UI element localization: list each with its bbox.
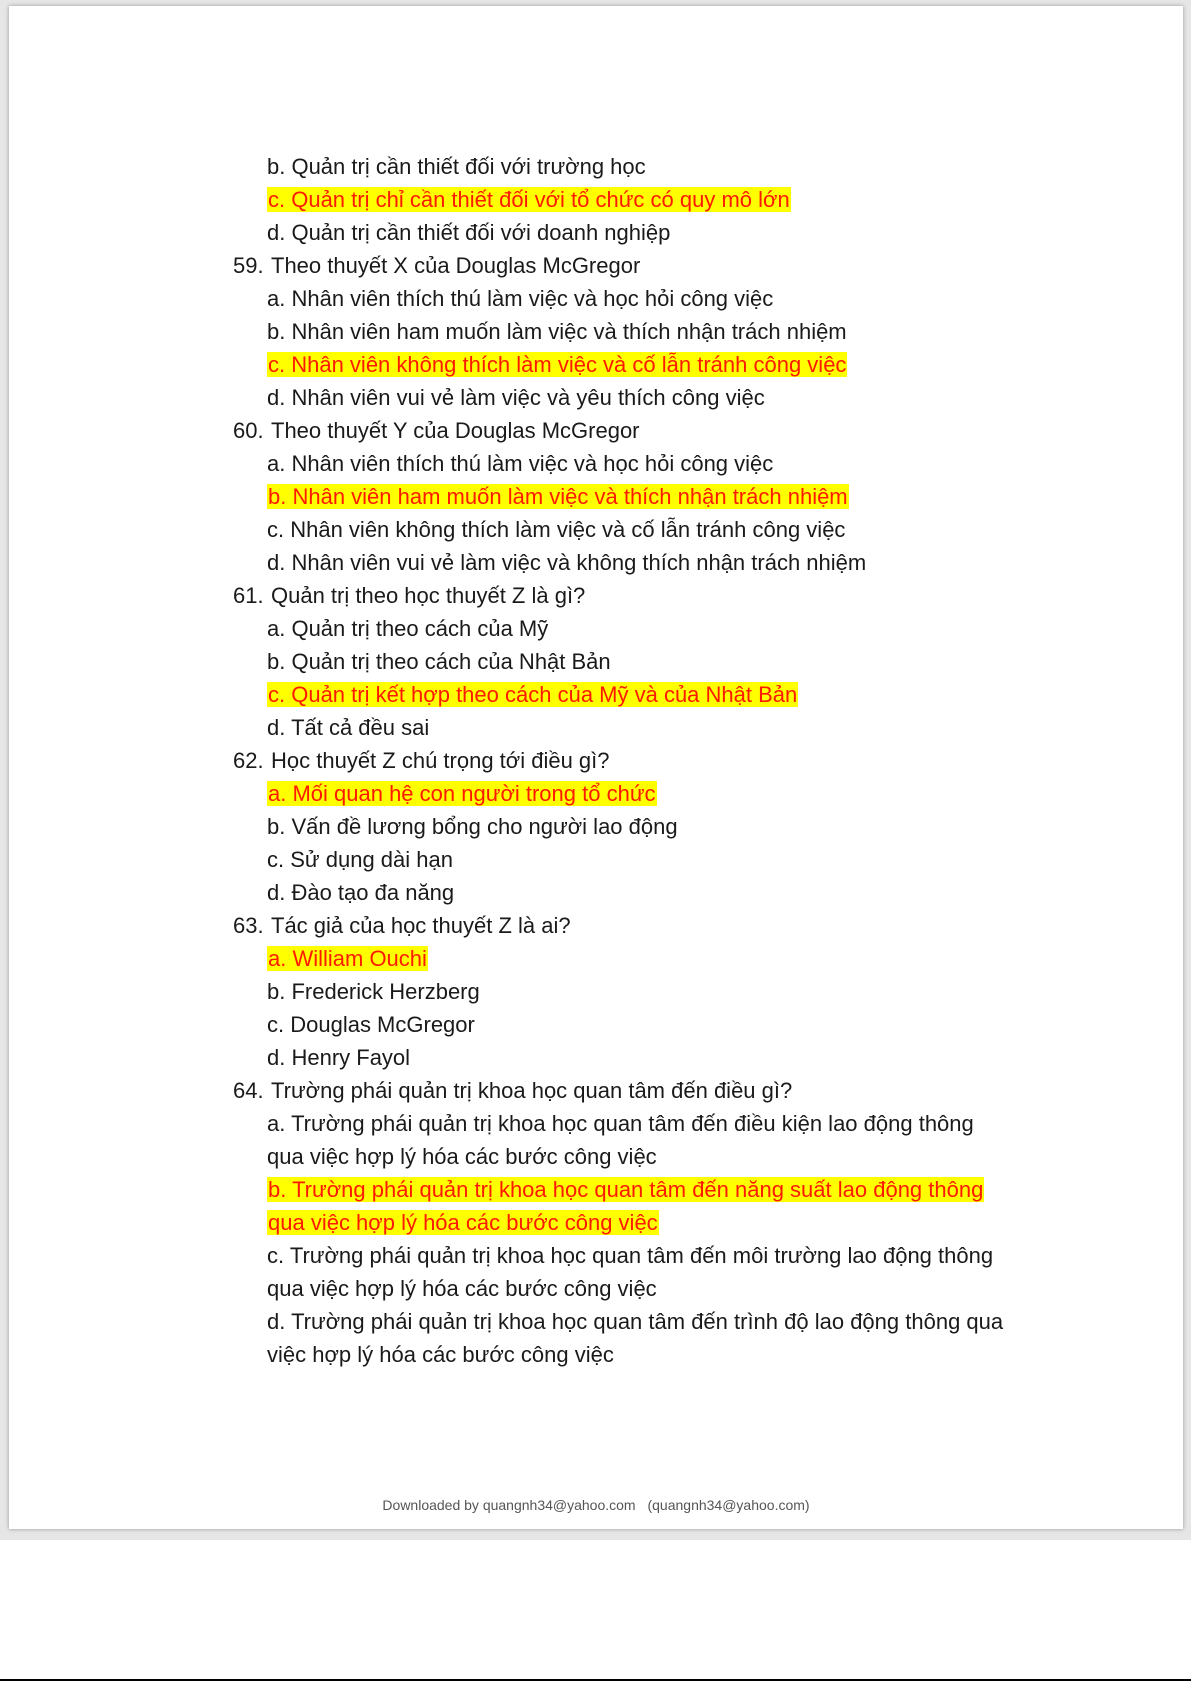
question-59: [9, 249, 1183, 282]
option-text: c. Nhân viên không thích làm việc và cố lẫn tránh công việc: [267, 517, 846, 542]
question-64: [9, 1074, 1183, 1107]
footer-email: (quangnh34@yahoo.com): [647, 1497, 810, 1513]
question-text: Theo thuyết X của Douglas McGregor: [271, 253, 641, 278]
answer-option-highlighted: [9, 183, 1183, 216]
correct-answer-text: c. Quản trị kết hợp theo cách của Mỹ và của Nhật Bản: [268, 682, 798, 707]
option-text: c. Douglas McGregor: [267, 1012, 475, 1037]
answer-option: [9, 1239, 1183, 1272]
answer-option-highlighted: [9, 348, 1183, 381]
question-63: [9, 909, 1183, 942]
option-text: qua việc hợp lý hóa các bước công việc: [267, 1276, 657, 1301]
question-number: 63.: [233, 913, 264, 938]
answer-option-highlighted: [9, 678, 1183, 711]
option-text: d. Trường phái quản trị khoa học quan tâm đến trình độ lao động thông qua: [267, 1309, 1004, 1334]
correct-answer-text: qua việc hợp lý hóa các bước công việc: [268, 1210, 658, 1235]
question-text: Tác giả của học thuyết Z là ai?: [271, 913, 571, 938]
option-text: a. Trường phái quản trị khoa học quan tâm đến điều kiện lao động thông: [267, 1111, 974, 1136]
correct-answer-text: c. Quản trị chỉ cần thiết đối với tổ chức có quy mô lớn: [268, 187, 790, 212]
question-text: Trường phái quản trị khoa học quan tâm đến điều gì?: [271, 1078, 793, 1103]
correct-answer-text: b. Trường phái quản trị khoa học quan tâm đến năng suất lao động thông: [268, 1177, 984, 1202]
page-footer: [9, 1497, 1183, 1513]
answer-option: [9, 711, 1183, 744]
answer-option: [9, 1305, 1183, 1338]
answer-option: [9, 810, 1183, 843]
answer-option-highlighted: [9, 480, 1183, 513]
answer-option: [9, 876, 1183, 909]
question-text: Theo thuyết Y của Douglas McGregor: [271, 418, 640, 443]
question-list: [9, 150, 1183, 1371]
question-text: Học thuyết Z chú trọng tới điều gì?: [271, 748, 610, 773]
answer-option: [9, 1140, 1183, 1173]
option-text: c. Trường phái quản trị khoa học quan tâm đến môi trường lao động thông: [267, 1243, 994, 1268]
answer-option: [9, 315, 1183, 348]
option-text: b. Quản trị theo cách của Nhật Bản: [267, 649, 611, 674]
answer-option: [9, 282, 1183, 315]
answer-option: [9, 1272, 1183, 1305]
option-text: b. Quản trị cần thiết đối với trường học: [267, 154, 646, 179]
answer-option: [9, 216, 1183, 249]
answer-option: [9, 447, 1183, 480]
answer-option: [9, 1008, 1183, 1041]
option-text: b. Frederick Herzberg: [267, 979, 480, 1004]
question-number: 59.: [233, 253, 264, 278]
option-text: d. Đào tạo đa năng: [267, 880, 455, 905]
option-text: a. Nhân viên thích thú làm việc và học hỏi công việc: [267, 286, 774, 311]
answer-option: [9, 975, 1183, 1008]
question-60: [9, 414, 1183, 447]
question-number: 62.: [233, 748, 264, 773]
answer-option: [9, 150, 1183, 183]
answer-option: [9, 612, 1183, 645]
answer-option-highlighted: [9, 777, 1183, 810]
correct-answer-text: a. William Ouchi: [268, 946, 427, 971]
correct-answer-text: b. Nhân viên ham muốn làm việc và thích nhận trách nhiệm: [268, 484, 848, 509]
option-text: c. Sử dụng dài hạn: [267, 847, 453, 872]
answer-option: [9, 1107, 1183, 1140]
question-text: Quản trị theo học thuyết Z là gì?: [271, 583, 586, 608]
option-text: qua việc hợp lý hóa các bước công việc: [267, 1144, 657, 1169]
option-text: d. Henry Fayol: [267, 1045, 411, 1070]
bottom-divider: [0, 1679, 1191, 1681]
answer-option: [9, 546, 1183, 579]
answer-option-highlighted: [9, 1173, 1183, 1206]
option-text: d. Tất cả đều sai: [267, 715, 430, 740]
question-61: [9, 579, 1183, 612]
option-text: a. Quản trị theo cách của Mỹ: [267, 616, 549, 641]
correct-answer-text: a. Mối quan hệ con người trong tổ chức: [268, 781, 656, 806]
option-text: d. Nhân viên vui vẻ làm việc và không thích nhận trách nhiệm: [267, 550, 867, 575]
answer-option: [9, 843, 1183, 876]
option-text: b. Vấn đề lương bổng cho người lao động: [267, 814, 678, 839]
question-number: 64.: [233, 1078, 264, 1103]
answer-option: [9, 645, 1183, 678]
footer-downloaded-by: Downloaded by quangnh34@yahoo.com: [382, 1497, 636, 1513]
question-number: 61.: [233, 583, 264, 608]
option-text: a. Nhân viên thích thú làm việc và học hỏi công việc: [267, 451, 774, 476]
option-text: việc hợp lý hóa các bước công việc: [267, 1342, 614, 1367]
question-number: 60.: [233, 418, 264, 443]
document-page: [9, 6, 1183, 1529]
option-text: d. Nhân viên vui vẻ làm việc và yêu thích công việc: [267, 385, 765, 410]
answer-option: [9, 1041, 1183, 1074]
option-text: d. Quản trị cần thiết đối với doanh nghiệp: [267, 220, 671, 245]
answer-option: [9, 1338, 1183, 1371]
answer-option: [9, 381, 1183, 414]
answer-option-highlighted: [9, 1206, 1183, 1239]
answer-option: [9, 513, 1183, 546]
option-text: b. Nhân viên ham muốn làm việc và thích nhận trách nhiệm: [267, 319, 847, 344]
question-62: [9, 744, 1183, 777]
correct-answer-text: c. Nhân viên không thích làm việc và cố lẫn tránh công việc: [268, 352, 847, 377]
answer-option-highlighted: [9, 942, 1183, 975]
